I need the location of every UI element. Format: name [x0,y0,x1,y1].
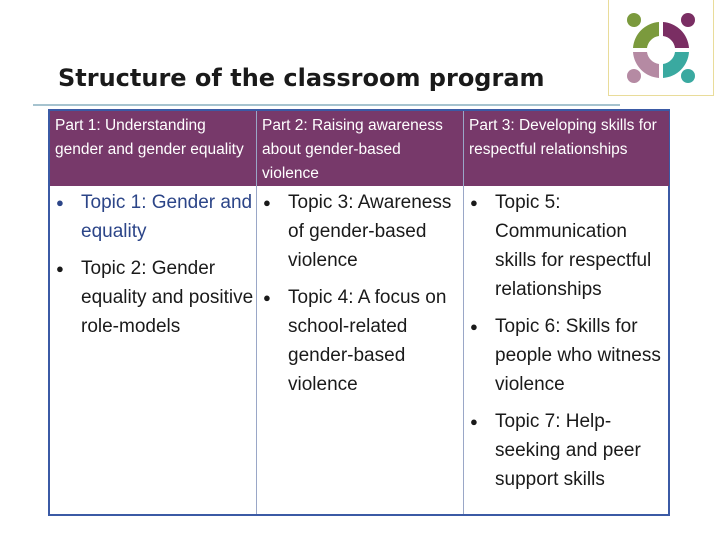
part-1-column [50,111,256,514]
topic-label: Topic 1: Gender and equality [81,192,253,242]
part-3-topics [469,188,667,502]
topic-label: Topic 2: Gender equality and positive role-models [81,258,254,337]
bullet-dot-icon: ● [56,195,64,210]
topic-item [469,312,667,399]
topic-label: Topic 3: Awareness of gender-based violence [288,192,452,271]
part-2-column [256,111,464,514]
topic-item [262,188,462,275]
topic-item [262,283,462,399]
bullet-dot-icon: ● [56,261,64,276]
part-3-heading: Part 3: Developing skills for respectful relationships [469,117,657,158]
program-structure-table [48,109,670,516]
title-underline [33,104,620,106]
part-1-heading: Part 1: Understanding gender and gender equality [55,117,244,158]
part-2-heading: Part 2: Raising awareness about gender-based violence [262,117,443,182]
part-2-header [257,111,464,186]
people-circle-logo-icon [617,6,705,90]
topic-label: Topic 5: Communication skills for respectful relationships [495,192,652,300]
topic-label: Topic 7: Help-seeking and peer support skills [495,411,641,490]
topic-item [55,188,254,246]
topic-label: Topic 4: A focus on school-related gender-based violence [288,287,447,395]
bullet-dot-icon: ● [263,195,271,210]
part-2-topics [262,188,462,407]
part-1-topics [55,188,254,349]
topic-item [469,407,667,494]
page-title: Structure of the classroom program [58,64,545,92]
logo [608,0,714,96]
topic-item [55,254,254,341]
bullet-dot-icon: ● [470,319,478,334]
bullet-dot-icon: ● [470,414,478,429]
topic-item [469,188,667,304]
part-3-column [463,111,669,514]
bullet-dot-icon: ● [470,195,478,210]
topic-label: Topic 6: Skills for people who witness violence [495,316,661,395]
bullet-dot-icon: ● [263,290,271,305]
part-3-header [464,111,669,186]
part-1-header [50,111,256,186]
